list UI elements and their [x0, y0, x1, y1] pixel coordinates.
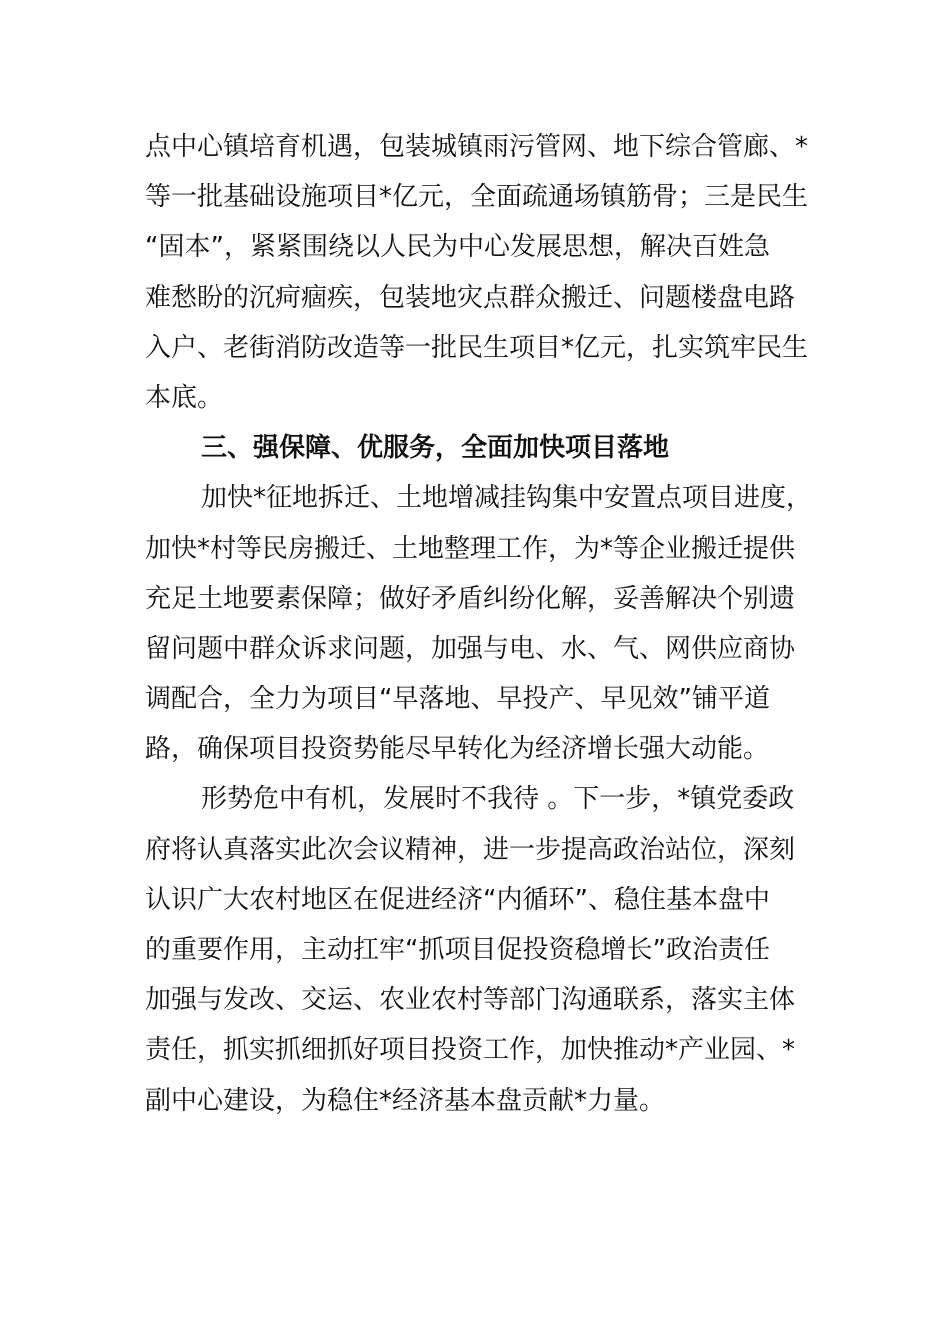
section-heading: 三、强保障、优服务，全面加快项目落地: [201, 433, 670, 464]
text-line: 调配合，全力为项目“早落地、早投产、早见效”铺平道: [145, 684, 770, 715]
text-line: 副中心建设，为稳住*经济基本盘贡献*力量。: [145, 1085, 666, 1116]
text-line: 加快*村等民房搬迁、土地整理工作，为*等企业搬迁提供: [145, 533, 796, 564]
text-line: 府将认真落实此次会议精神，进一步提高政治站位，深刻: [145, 834, 796, 865]
text-line: 难愁盼的沉疴痼疾，包装地灾点群众搬迁、问题楼盘电路: [145, 282, 796, 313]
text-line: 等一批基础设施项目*亿元，全面疏通场镇筋骨；三是民生: [145, 182, 809, 213]
text-line: 入户、老街消防改造等一批民生项目*亿元，扎实筑牢民生: [145, 332, 809, 363]
text-line: 责任，抓实抓细抓好项目投资工作，加快推动*产业园、*: [145, 1035, 796, 1066]
text-line: 形势危中有机，发展时不我待 。下一步，*镇党委政: [201, 784, 795, 815]
text-line: 加快*征地拆迁、土地增减挂钩集中安置点项目进度，: [201, 483, 813, 514]
text-line: 加强与发改、交运、农业农村等部门沟通联系，落实主体: [145, 985, 796, 1016]
text-line: 的重要作用，主动扛牢“抓项目促投资稳增长”政治责任: [145, 935, 770, 965]
text-line: “固本”，紧紧围绕以人民为中心发展思想，解决百姓急: [145, 232, 770, 263]
text-line: 充足土地要素保障；做好矛盾纠纷化解，妥善解决个别遗: [145, 583, 796, 614]
text-line: 点中心镇培育机遇，包装城镇雨污管网、地下综合管廊、*: [145, 132, 809, 162]
text-line: 路，确保项目投资势能尽早转化为经济增长强大动能。: [145, 734, 770, 765]
document-body: [145, 122, 813, 1126]
text-line: 认识广大农村地区在促进经济“内循环”、稳住基本盘中: [145, 884, 770, 915]
text-line: 本底。: [145, 382, 224, 413]
text-line: 留问题中群众诉求问题，加强与电、水、气、网供应商协: [145, 633, 796, 664]
